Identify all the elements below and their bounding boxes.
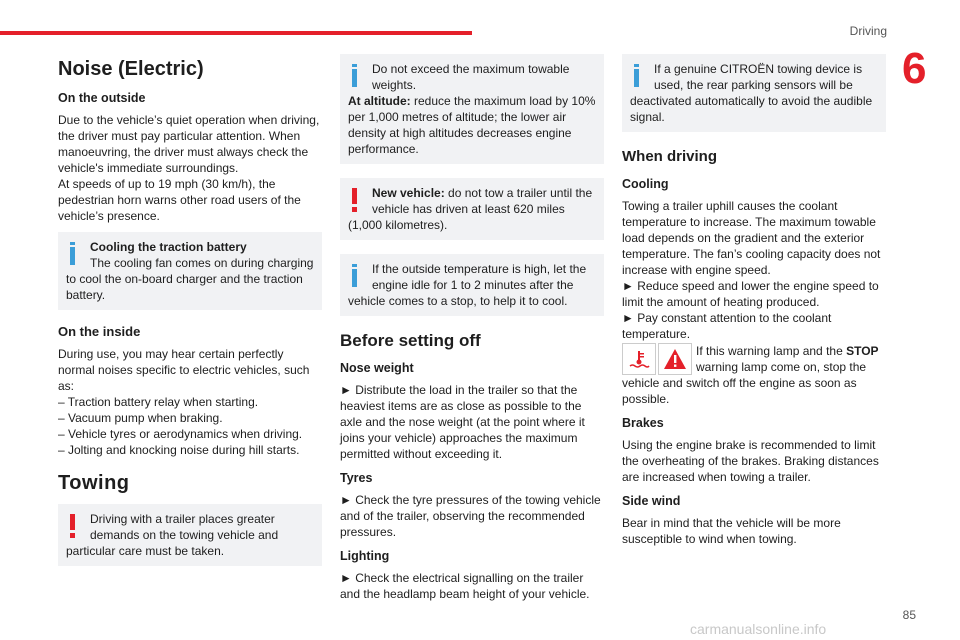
outside-heading: On the outside — [58, 91, 146, 105]
lighting-heading: Lighting — [340, 549, 390, 563]
outside-paragraph-2: At speeds of up to 19 mph (30 km/h), the pedestrian horn warns other road users of the vehicle’s presence. — [58, 177, 301, 223]
info-icon — [348, 261, 370, 291]
warning-icon — [348, 185, 370, 215]
inside-intro: During use, you may hear certain perfectly normal noises specific to electric vehicles, such as: — [58, 347, 310, 393]
warning-icon — [66, 511, 88, 541]
cooling-info-box — [58, 232, 322, 310]
coolant-temperature-icon — [622, 343, 656, 375]
stop-warning-icon — [658, 343, 692, 375]
temperature-info-box — [340, 254, 604, 316]
list-item: – Vehicle tyres or aerodynamics when driving. — [58, 427, 303, 441]
towing-warning-box — [58, 504, 322, 566]
info-icon — [630, 61, 652, 91]
cooling-heading: Cooling — [622, 177, 669, 191]
cooling-text: Towing a trailer uphill causes the coolant temperature to increase. The maximum towable load depends on the gradient and the exterior temperature. The fan’s cooling capacity does not increase with engine speed. — [622, 199, 881, 277]
new-vehicle-text: do not tow a trailer until the vehicle has driven at least 620 miles (1,000 kilometres). — [348, 186, 593, 232]
new-vehicle-label: New vehicle: — [372, 186, 445, 200]
list-item: – Vacuum pump when braking. — [58, 411, 223, 425]
cooling-bullet-1: ► Reduce speed and lower the engine speed to limit the amount of heating produced. — [622, 279, 879, 309]
towing-title: Towing — [58, 472, 130, 494]
nose-weight-heading: Nose weight — [340, 361, 414, 375]
altitude-text: reduce the maximum load by 10% per 1,000 metres of altitude; the lower air density at high altitudes decreases engine performance. — [348, 94, 596, 156]
cooling-bullet-2: ► Pay constant attention to the coolant temperature. — [622, 311, 832, 341]
towing-device-text: If a genuine CITROËN towing device is used, the rear parking sensors will be deactivated automatically to avoid the audible signal. — [630, 62, 873, 124]
towable-weights-text: Do not exceed the maximum towable weights. — [372, 62, 570, 92]
when-driving-heading: When driving — [622, 148, 717, 165]
column-3 — [622, 54, 886, 555]
list-item: – Jolting and knocking noise during hill starts. — [58, 443, 300, 457]
nose-weight-text: ► Distribute the load in the trailer so that the heaviest items are as close as possible to the axle and the nose weight (at the point where it joins your vehicle) approaches the maximum permitted without exceeding it. — [340, 383, 585, 461]
warning-lamp-icons — [622, 343, 692, 375]
towing-device-info-box — [622, 54, 886, 132]
inside-paragraph — [58, 346, 322, 458]
tyres-text: ► Check the tyre pressures of the towing vehicle and of the trailer, observing the recommended pressures. — [340, 493, 601, 539]
column-1 — [58, 54, 322, 580]
brakes-heading: Brakes — [622, 416, 664, 430]
lamp-text-pre: If this warning lamp and the — [696, 344, 847, 358]
info-icon — [66, 239, 88, 269]
side-wind-text: Bear in mind that the vehicle will be more susceptible to wind when towing. — [622, 516, 841, 546]
noise-title: Noise (Electric) — [58, 58, 204, 80]
cooling-box-text: The cooling fan comes on during charging to cool the on-board charger and the traction battery. — [66, 256, 314, 302]
inside-heading: On the inside — [58, 324, 141, 339]
before-setting-off-heading: Before setting off — [340, 331, 481, 350]
cooling-paragraph — [622, 198, 886, 342]
cooling-box-title: Cooling the traction battery — [90, 240, 247, 254]
watermark: carmanualsonline.info — [690, 621, 827, 637]
column-2 — [340, 54, 604, 610]
side-wind-heading: Side wind — [622, 494, 681, 508]
lighting-text: ► Check the electrical signalling on the trailer and the headlamp beam height of your vehicle. — [340, 571, 590, 601]
towing-warning-text: Driving with a trailer places greater demands on the towing vehicle and particular care must be taken. — [66, 512, 279, 558]
lamp-text-post: warning lamp come on, stop the vehicle and switch off the engine as soon as possible. — [622, 360, 867, 406]
header-section-title: Driving — [849, 24, 887, 38]
warning-lamp-paragraph — [622, 343, 886, 407]
list-item: – Traction battery relay when starting. — [58, 395, 259, 409]
chapter-number: 6 — [902, 44, 927, 93]
altitude-info-box — [340, 54, 604, 164]
info-icon — [348, 61, 370, 91]
header-accent-bar — [0, 31, 472, 35]
brakes-text: Using the engine brake is recommended to limit the overheating of the brakes. Braking distances are increased when towing a trailer. — [622, 438, 879, 484]
new-vehicle-warning-box — [340, 178, 604, 240]
altitude-label: At altitude: — [348, 94, 411, 108]
temperature-text: If the outside temperature is high, let the engine idle for 1 to 2 minutes after the vehicle comes to a stop, to help it to cool. — [348, 262, 587, 308]
tyres-heading: Tyres — [340, 471, 373, 485]
page-number: 85 — [902, 608, 916, 622]
lamp-text-stop: STOP — [846, 344, 879, 358]
outside-paragraph-1: Due to the vehicle’s quiet operation when driving, the driver must pay particular attention. When manoeuvring, the driver must always check the vehicle's immediate surroundings. — [58, 113, 320, 175]
